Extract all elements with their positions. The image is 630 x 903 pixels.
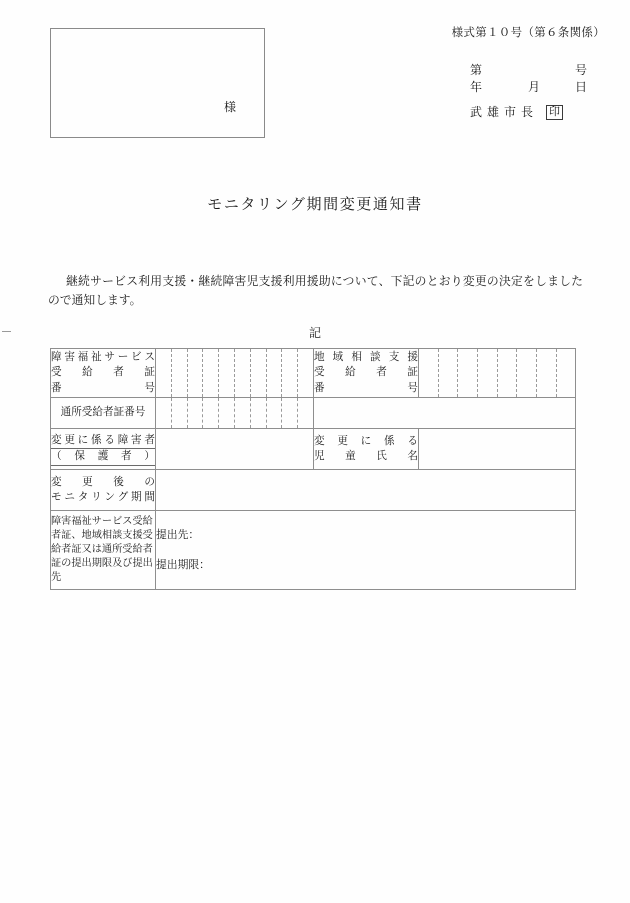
field-teishutsu-saki[interactable] (156, 520, 575, 550)
digit-cell[interactable] (497, 349, 517, 398)
digit-cell[interactable] (282, 398, 298, 429)
cell-label-shogai-jukyusha (51, 349, 156, 398)
digit-cell[interactable] (156, 398, 172, 429)
ki-marker: 記 (308, 326, 321, 340)
label-line-2: モニタリング期間 (51, 492, 155, 503)
table-row (51, 349, 576, 398)
issuer-title-row (440, 103, 610, 120)
digit-cell[interactable] (266, 398, 282, 429)
cell-empty-right (313, 398, 576, 429)
cell-label-tsusho-bangou (51, 398, 156, 429)
label-line-2: 受給者証 (51, 367, 155, 379)
field-label: 提出期限： (156, 559, 210, 571)
label-text: 障害福祉サービス受給者証、地域相談支援受給者証又は通所受給者証の提出期限及び提出先 (51, 516, 153, 583)
table-row (51, 398, 576, 429)
number-label: 第 (470, 63, 483, 77)
label-line-2: （保護者） (51, 449, 155, 466)
cell-label-henkou-shogaisha (51, 429, 156, 470)
field-teishutsu-kigen[interactable] (156, 550, 575, 580)
digit-cell[interactable] (171, 349, 187, 398)
label-line-3: 番号 (51, 382, 155, 394)
seal-icon: 印 (546, 105, 563, 120)
cell-label-teishutsu-kigen-saki (51, 511, 156, 590)
digit-cell[interactable] (282, 349, 298, 398)
table-row (51, 470, 576, 511)
label-line-1: 変更に係る障害者 (51, 433, 155, 450)
date-year-label: 年 (470, 80, 483, 94)
digit-cell[interactable] (537, 349, 557, 398)
digit-cell[interactable] (187, 398, 203, 429)
date-day-label: 日 (575, 80, 588, 94)
digit-cell[interactable] (203, 349, 219, 398)
digit-cell[interactable] (250, 398, 266, 429)
label-line-2: 受給者証 (313, 367, 418, 379)
digit-cell[interactable] (156, 349, 172, 398)
digit-cell[interactable] (438, 349, 458, 398)
digit-cell[interactable] (187, 349, 203, 398)
digit-cell[interactable] (203, 398, 219, 429)
issuer-block (440, 62, 600, 96)
digit-cell[interactable] (458, 349, 478, 398)
label-line-2: 児童氏名 (313, 451, 418, 462)
digit-cell[interactable] (556, 349, 576, 398)
label-line-1: 変更後の (51, 476, 155, 488)
label-line-3: 番号 (313, 382, 418, 394)
label-text: 通所受給者証番号 (60, 407, 146, 419)
addressee-honorific: 様 (223, 100, 236, 114)
digit-cell[interactable] (478, 349, 498, 398)
form-table (50, 348, 576, 590)
digit-cell[interactable] (234, 349, 250, 398)
cell-teishutsu-fields (156, 511, 576, 590)
digit-cell[interactable] (418, 349, 438, 398)
digit-cell[interactable] (266, 349, 282, 398)
digit-cell[interactable] (250, 349, 266, 398)
digit-cell[interactable] (219, 398, 235, 429)
cell-label-monitoring-kikan (51, 470, 156, 511)
issuer-title: 武雄市長 (470, 105, 539, 119)
label-line-1: 障害福祉サービス (51, 351, 155, 363)
cell-label-chiiki-sodan (313, 349, 418, 398)
cell-label-jidou-shimei (313, 429, 418, 470)
addressee-box[interactable] (50, 28, 265, 138)
label-line-1: 地域相談支援 (313, 351, 418, 363)
digit-cell[interactable] (298, 349, 314, 398)
body-paragraph: 継続サービス利用支援・継続障害児支援利用援助について、下記のとおり変更の決定をしましたので通知します。 (48, 274, 583, 307)
input-monitoring-kikan[interactable] (156, 470, 576, 511)
digit-cell[interactable] (234, 398, 250, 429)
date-month-label: 月 (528, 80, 541, 94)
date-row (440, 79, 600, 96)
digit-cell[interactable] (171, 398, 187, 429)
input-jidou-shimei[interactable] (418, 429, 576, 470)
label-line-1: 変更に係る (313, 435, 418, 447)
form-number: 様式第１０号（第６条関係） (451, 27, 605, 39)
table-row (51, 429, 576, 470)
field-label: 提出先： (156, 529, 200, 541)
digit-cell[interactable] (219, 349, 235, 398)
number-unit: 号 (575, 63, 588, 77)
table-row (51, 511, 576, 590)
page-title: モニタリング期間変更通知書 (207, 197, 423, 213)
input-henkou-shogaisha[interactable] (156, 429, 314, 470)
document-number-row (440, 62, 600, 79)
digit-cell[interactable] (517, 349, 537, 398)
digit-cell[interactable] (298, 398, 314, 429)
